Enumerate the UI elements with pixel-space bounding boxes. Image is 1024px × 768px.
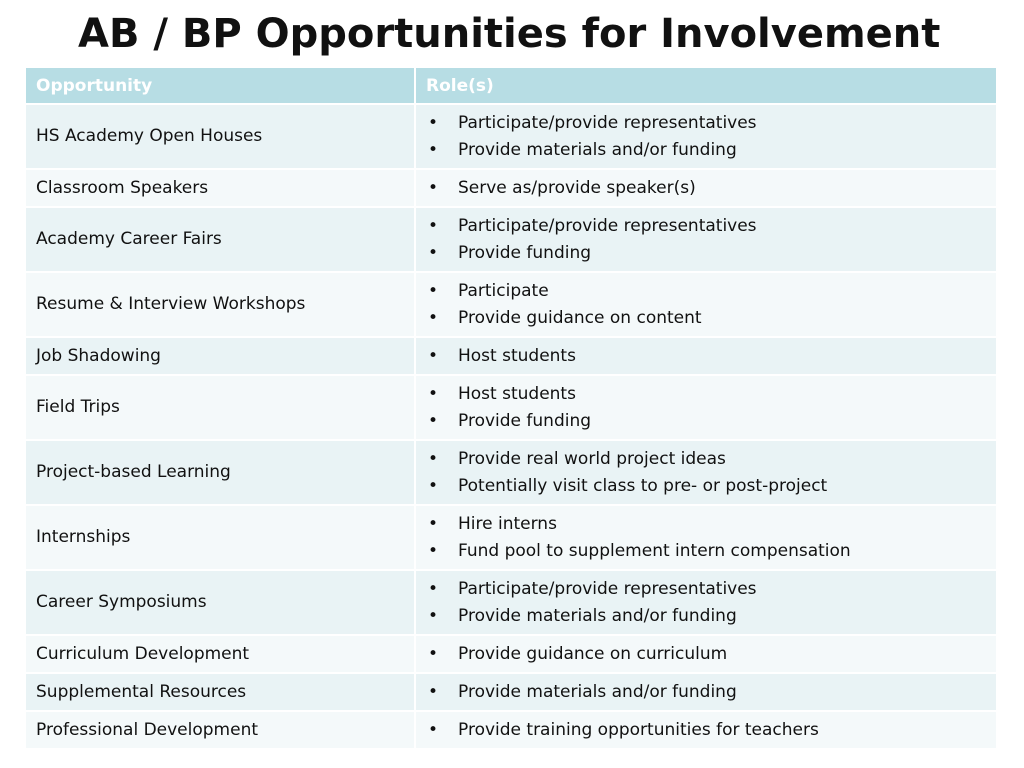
bullet-icon: • [428, 280, 439, 301]
table-row [26, 104, 997, 169]
opportunity-cell: Project-based Learning [26, 440, 415, 505]
table-row [26, 169, 997, 207]
role-text: Participate/provide representatives [458, 112, 757, 133]
roles-list [428, 576, 996, 630]
bullet-icon: • [428, 605, 439, 626]
role-text: Provide funding [458, 242, 592, 263]
header-row [26, 68, 997, 104]
roles-cell [415, 570, 997, 635]
table-row [26, 375, 997, 440]
table-row [26, 711, 997, 749]
roles-cell [415, 673, 997, 711]
role-text: Participate [458, 280, 549, 301]
bullet-icon: • [428, 719, 439, 740]
opportunity-cell: Curriculum Development [26, 635, 415, 673]
role-item [428, 240, 996, 267]
role-text: Hire interns [458, 513, 557, 534]
role-item [428, 343, 996, 370]
roles-list [428, 679, 996, 706]
table-row [26, 673, 997, 711]
role-item [428, 641, 996, 668]
role-item [428, 175, 996, 202]
role-item [428, 110, 996, 137]
roles-list [428, 175, 996, 202]
bullet-icon: • [428, 578, 439, 599]
role-text: Provide guidance on content [458, 307, 702, 328]
roles-list [428, 278, 996, 332]
roles-list [428, 511, 996, 565]
bullet-icon: • [428, 643, 439, 664]
opportunity-cell: HS Academy Open Houses [26, 104, 415, 169]
opportunity-cell: Career Symposiums [26, 570, 415, 635]
role-text: Potentially visit class to pre- or post-project [458, 475, 828, 496]
roles-list [428, 213, 996, 267]
roles-list [428, 110, 996, 164]
table-row [26, 272, 997, 337]
table-row [26, 570, 997, 635]
role-text: Provide training opportunities for teachers [458, 719, 819, 740]
role-text: Provide materials and/or funding [458, 605, 737, 626]
role-text: Host students [458, 383, 576, 404]
roles-cell [415, 375, 997, 440]
role-text: Provide guidance on curriculum [458, 643, 728, 664]
table-header [26, 68, 997, 104]
roles-list [428, 381, 996, 435]
role-item [428, 381, 996, 408]
role-item [428, 446, 996, 473]
roles-cell [415, 169, 997, 207]
bullet-icon: • [428, 540, 439, 561]
table-row [26, 505, 997, 570]
role-item [428, 305, 996, 332]
bullet-icon: • [428, 242, 439, 263]
bullet-icon: • [428, 345, 439, 366]
role-item [428, 278, 996, 305]
slide-title: AB / BP Opportunities for Involvement [78, 11, 941, 57]
column-header-opportunity: Opportunity [26, 68, 415, 104]
opportunity-cell: Field Trips [26, 375, 415, 440]
role-text: Host students [458, 345, 576, 366]
role-item [428, 137, 996, 164]
opportunity-cell: Resume & Interview Workshops [26, 272, 415, 337]
opportunity-cell: Classroom Speakers [26, 169, 415, 207]
role-item [428, 511, 996, 538]
bullet-icon: • [428, 112, 439, 133]
bullet-icon: • [428, 307, 439, 328]
roles-cell [415, 104, 997, 169]
opportunity-cell: Supplemental Resources [26, 673, 415, 711]
role-item [428, 576, 996, 603]
roles-cell [415, 207, 997, 272]
roles-list [428, 343, 996, 370]
roles-cell [415, 505, 997, 570]
bullet-icon: • [428, 177, 439, 198]
bullet-icon: • [428, 383, 439, 404]
role-item [428, 717, 996, 744]
role-text: Serve as/provide speaker(s) [458, 177, 696, 198]
bullet-icon: • [428, 681, 439, 702]
opportunity-cell: Academy Career Fairs [26, 207, 415, 272]
roles-cell [415, 440, 997, 505]
bullet-icon: • [428, 410, 439, 431]
role-item [428, 679, 996, 706]
bullet-icon: • [428, 448, 439, 469]
bullet-icon: • [428, 215, 439, 236]
table-row [26, 207, 997, 272]
role-item [428, 538, 996, 565]
roles-cell [415, 272, 997, 337]
roles-list [428, 641, 996, 668]
roles-cell [415, 635, 997, 673]
opportunities-table-container [26, 68, 997, 750]
role-text: Provide real world project ideas [458, 448, 726, 469]
role-text: Participate/provide representatives [458, 578, 757, 599]
role-item [428, 213, 996, 240]
bullet-icon: • [428, 475, 439, 496]
roles-cell [415, 711, 997, 749]
table-row [26, 337, 997, 375]
role-text: Fund pool to supplement intern compensation [458, 540, 851, 561]
roles-cell [415, 337, 997, 375]
opportunities-table [26, 68, 998, 750]
role-item [428, 603, 996, 630]
table-row [26, 440, 997, 505]
role-text: Provide materials and/or funding [458, 139, 737, 160]
column-header-roles: Role(s) [415, 68, 997, 104]
table-body [26, 104, 997, 749]
role-item [428, 408, 996, 435]
role-text: Provide funding [458, 410, 592, 431]
bullet-icon: • [428, 139, 439, 160]
roles-list [428, 446, 996, 500]
roles-list [428, 717, 996, 744]
role-text: Participate/provide representatives [458, 215, 757, 236]
opportunity-cell: Internships [26, 505, 415, 570]
role-text: Provide materials and/or funding [458, 681, 737, 702]
bullet-icon: • [428, 513, 439, 534]
opportunity-cell: Professional Development [26, 711, 415, 749]
opportunity-cell: Job Shadowing [26, 337, 415, 375]
role-item [428, 473, 996, 500]
table-row [26, 635, 997, 673]
